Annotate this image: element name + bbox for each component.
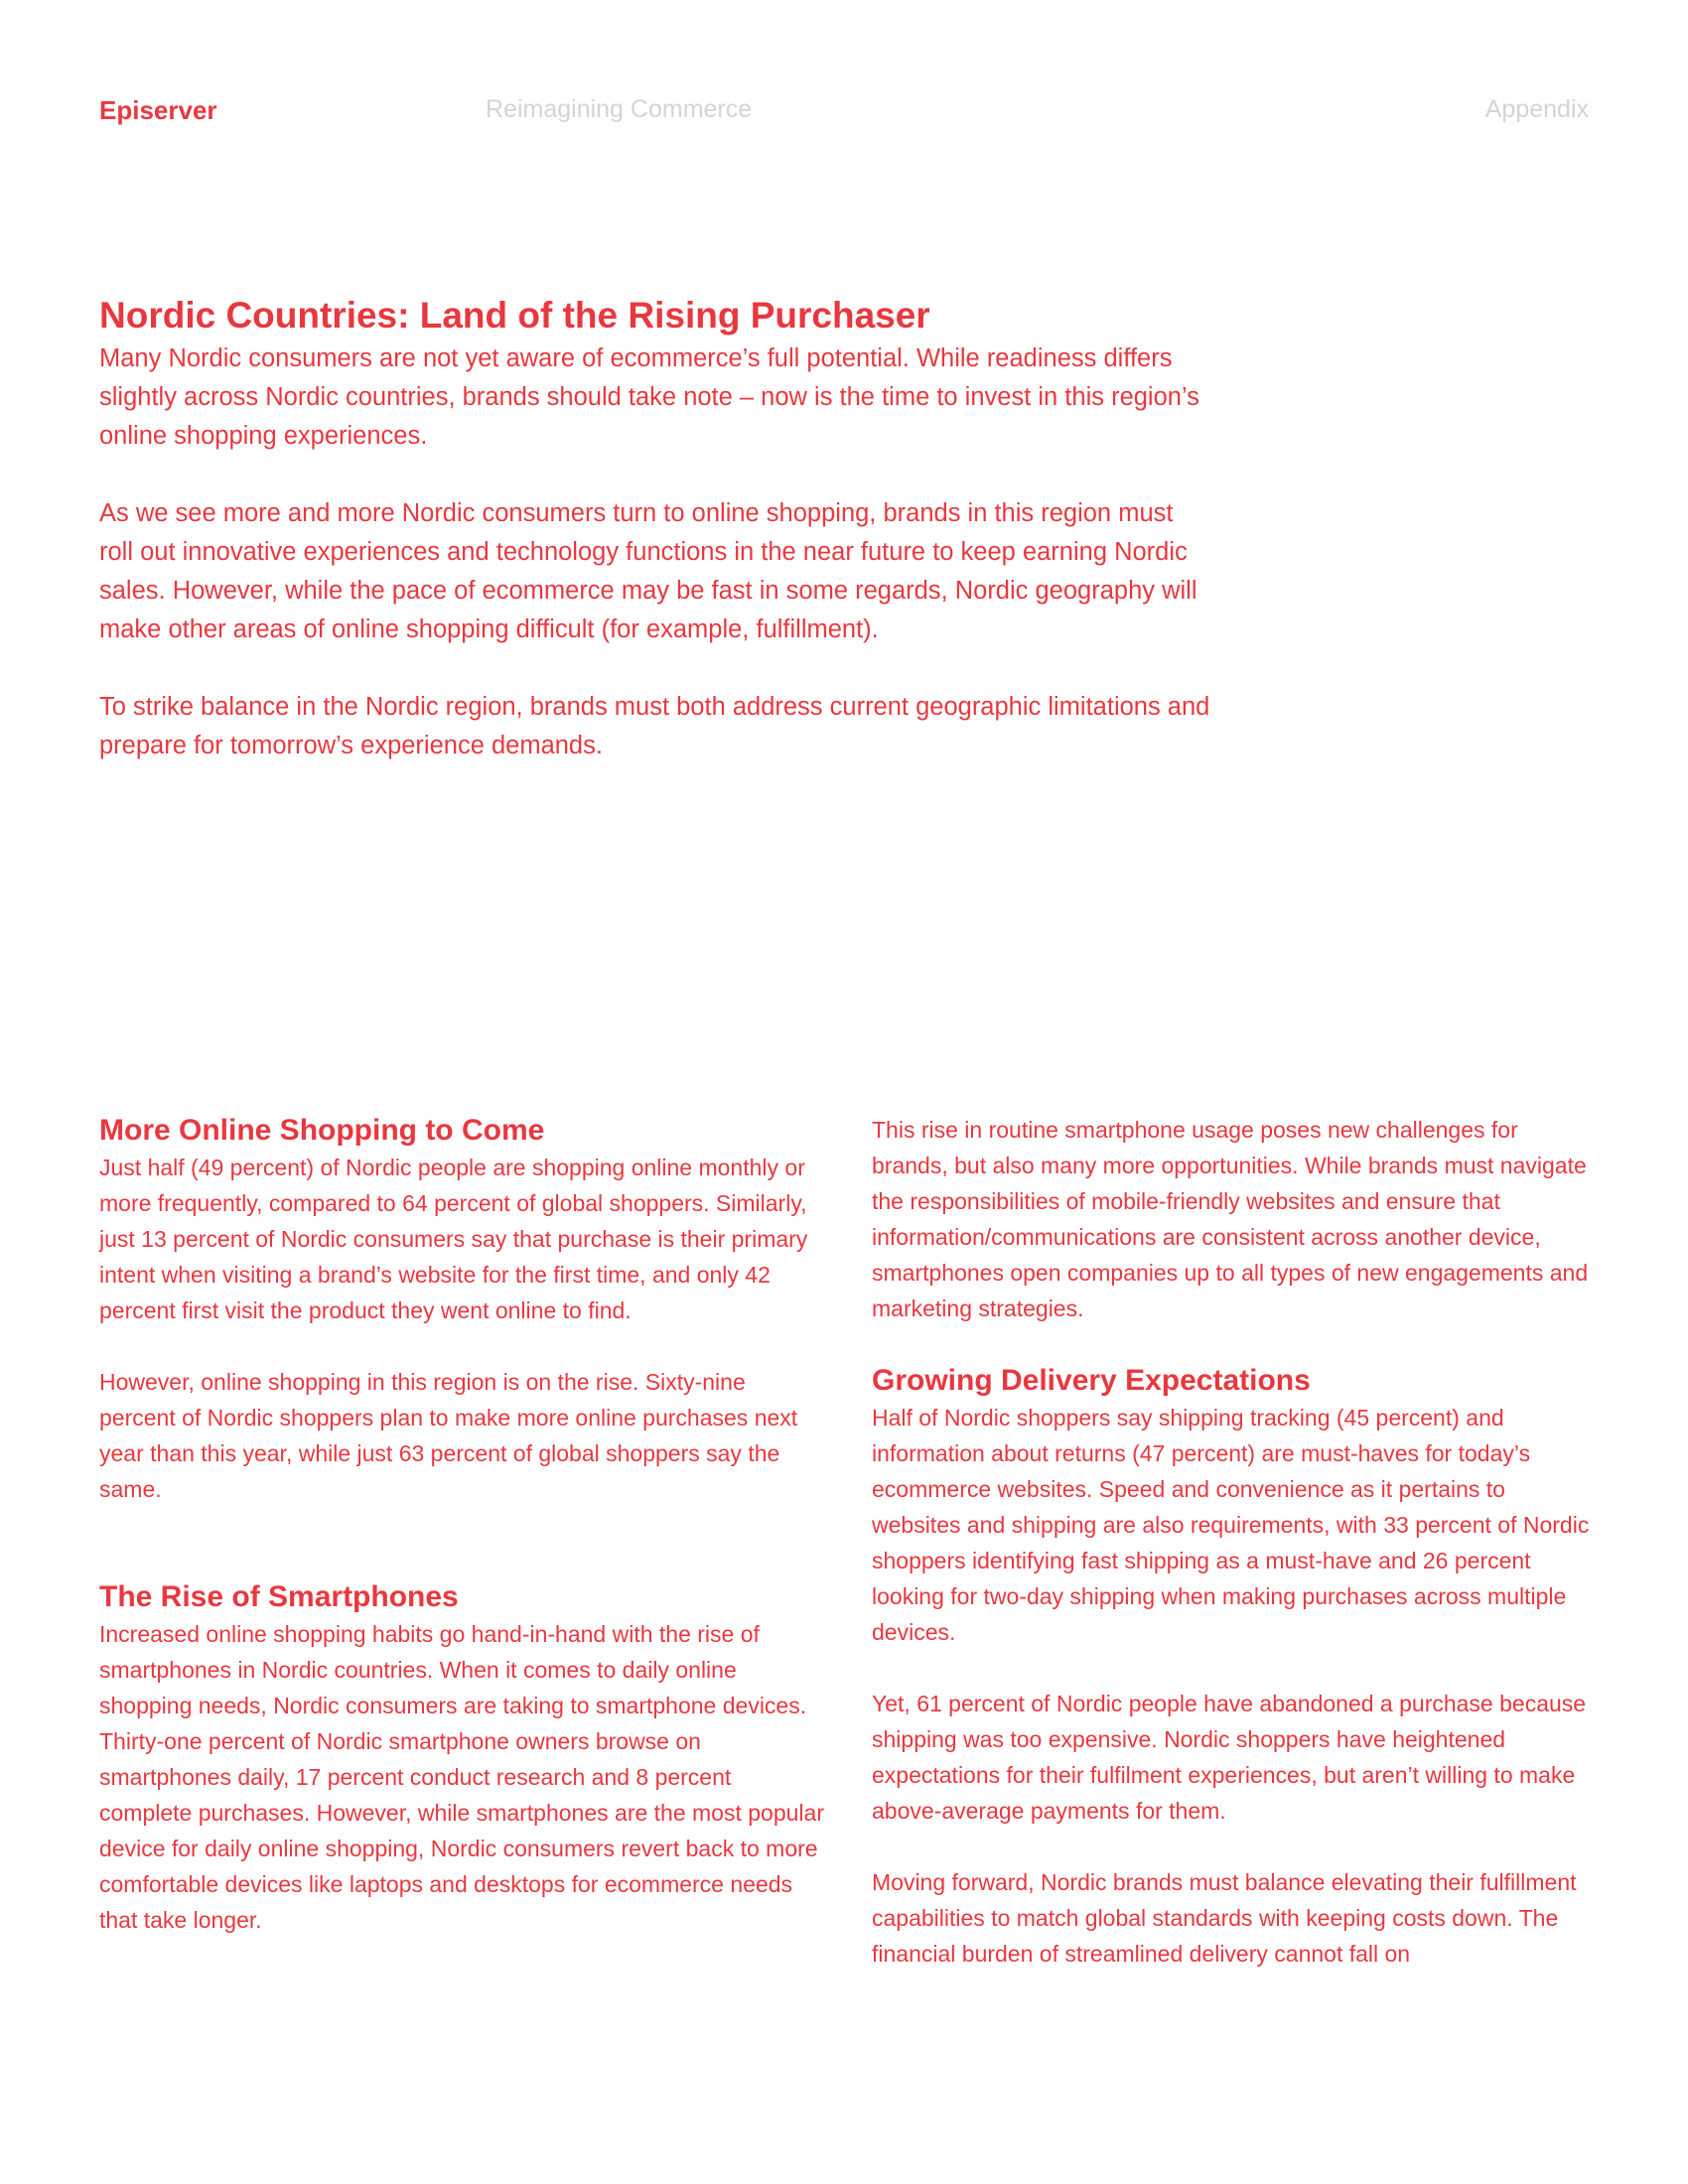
intro-section [99,294,1211,804]
section-spacer [99,1543,824,1578]
section-heading-online-shopping: More Online Shopping to Come [99,1114,545,1147]
body-paragraph: Half of Nordic shoppers say shipping tracking (45 percent) and information about returns (47 percent) are must-haves for today’s ecommerce websites. Speed and convenience as it pertains to websites and shipping are also requirements, with 33 percent of Nordic shoppers identifying fast shipping as a must-have and 26 percent looking for two-day shipping when making purchases across multiple devices. [872,1405,1590,1645]
body-paragraph: Yet, 61 percent of Nordic people have abandoned a purchase because shipping was too expensive. Nordic shoppers have heightened expectations for their fulfilment experiences, but aren’t willing to make above-average payments for them. [872,1691,1587,1824]
section-label-header: Appendix [1484,95,1589,123]
body-paragraph: Just half (49 percent) of Nordic people are shopping online monthly or more frequently, compared to 64 percent of global shoppers. Similarly, just 13 percent of Nordic consumers say that purchase is their primary intent when visiting a brand’s website for the first time, and only 42 percent first visit the product they went online to find. [99,1155,808,1323]
body-paragraph: This rise in routine smartphone usage poses new challenges for brands, but also many more opportunities. While brands must navigate the responsibilities of mobile-friendly websites and ensure that information/communications are consistent across another device, smartphones open companies up to all types of new engagements and marketing strategies. [872,1117,1589,1321]
document-title-header: Reimagining Commerce [486,95,753,123]
right-column [872,1112,1597,1972]
section-heading-smartphones: The Rise of Smartphones [99,1580,459,1613]
intro-paragraph: To strike balance in the Nordic region, brands must both address current geographic limitations and prepare for tomorrow’s experience demands. [99,693,1210,759]
intro-paragraph: Many Nordic consumers are not yet aware of ecommerce’s full potential. While readiness differs slightly across Nordic countries, brands should take note – now is the time to invest in this region’s online shopping experiences. [99,344,1199,450]
body-paragraph: However, online shopping in this region is on the rise. Sixty-nine percent of Nordic shoppers plan to make more online purchases next year than this year, while just 63 percent of global shoppers say the same. [99,1369,798,1502]
section-heading-delivery: Growing Delivery Expectations [872,1364,1311,1397]
body-paragraph: Increased online shopping habits go hand-in-hand with the rise of smartphones in Nordic countries. When it comes to daily online shopping needs, Nordic consumers are taking to smartphone devices. Thirty-one percent of Nordic smartphone owners browse on smartphones daily, 17 percent conduct research and 8 percent complete purchases. However, while smartphones are the most popular device for daily online shopping, Nordic consumers revert back to more comfortable devices like laptops and desktops for ecommerce needs that take longer. [99,1621,824,1933]
page-title: Nordic Countries: Land of the Rising Purchaser [99,295,930,336]
intro-paragraph: As we see more and more Nordic consumers turn to online shopping, brands in this region must roll out innovative experiences and technology functions in the near future to keep earning Nordic sales. However, while the pace of ecommerce may be fast in some regards, Nordic geography will make other areas of online shopping difficult (for example, fulfillment). [99,499,1197,643]
body-paragraph: Moving forward, Nordic brands must balance elevating their fulfillment capabilities to match global standards with keeping costs down. The financial burden of streamlined delivery cannot fall on [872,1869,1577,1967]
left-column [99,1112,824,1938]
page-header [0,95,1688,131]
brand-logo-text: Episerver [99,95,217,125]
